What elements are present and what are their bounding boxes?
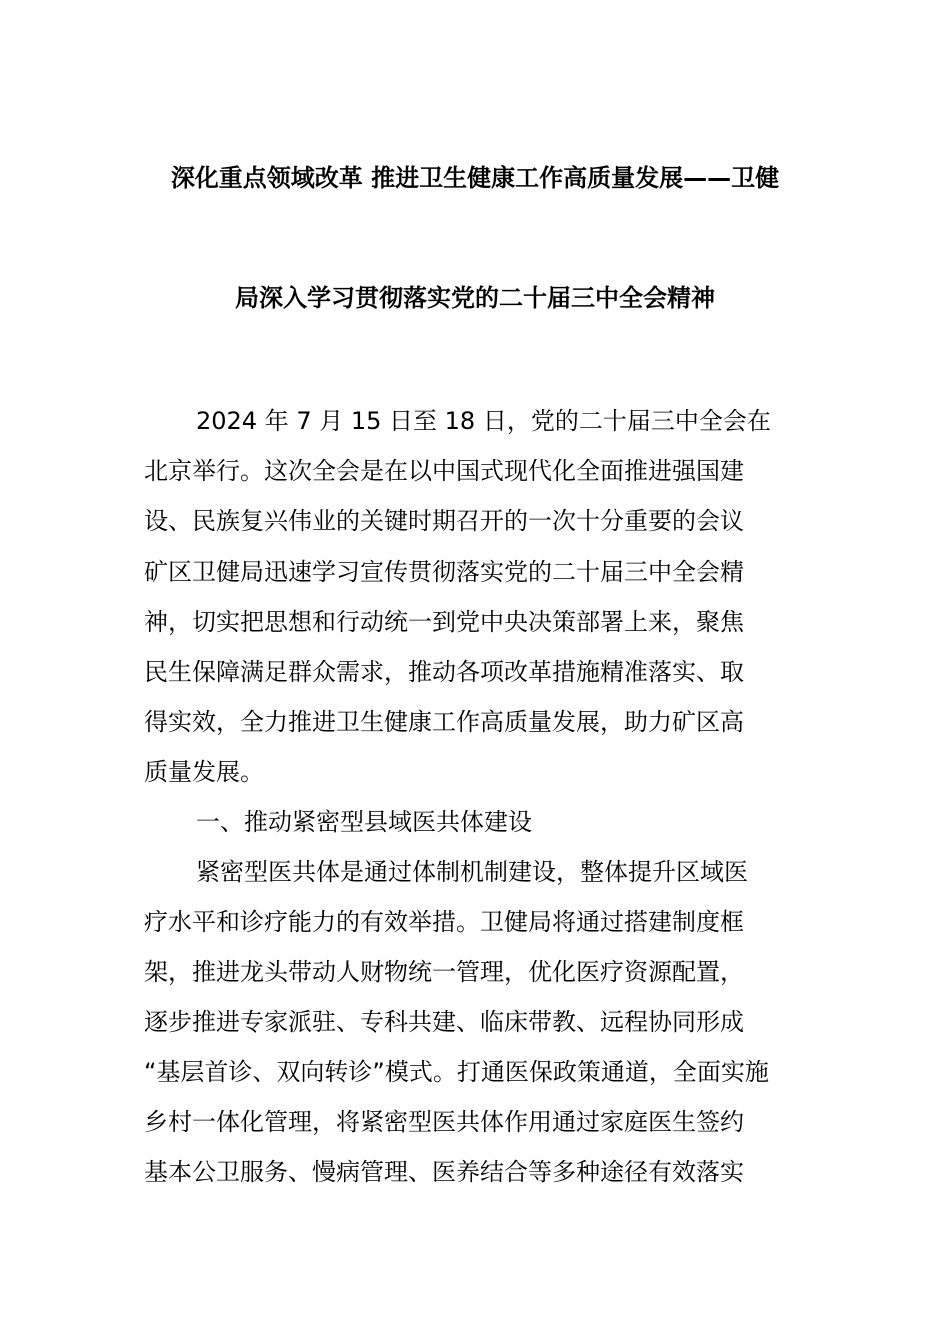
paragraph-line: 逐步推进专家派驻、专科共建、临床带教、远程协同形成 — [144, 1008, 744, 1036]
document-title-line-1: 深化重点领域改革 推进卫生健康工作高质量发展——卫健 — [170, 164, 780, 192]
paragraph-line: 疗水平和诊疗能力的有效举措。卫健局将通过搭建制度框 — [144, 908, 744, 936]
paragraph-line: 质量发展。 — [144, 758, 264, 786]
paragraph-line: 2024 年 7 月 15 日至 18 日，党的二十届三中全会在 — [196, 407, 771, 435]
paragraph-line: 紧密型医共体是通过体制机制建设，整体提升区域医 — [196, 858, 748, 886]
paragraph-line: 民生保障满足群众需求，推动各项改革措施精准落实、取 — [144, 658, 744, 686]
paragraph-line: 基本公卫服务、慢病管理、医养结合等多种途径有效落实 — [144, 1158, 744, 1186]
paragraph-line: 神，切实把思想和行动统一到党中央决策部署上来，聚焦 — [144, 608, 744, 636]
section-heading: 一、推动紧密型县域医共体建设 — [196, 808, 532, 836]
paragraph-line: 设、民族复兴伟业的关键时期召开的一次十分重要的会议 — [144, 507, 744, 535]
paragraph-line: 乡村一体化管理，将紧密型医共体作用通过家庭医生签约 — [144, 1108, 744, 1136]
paragraph-line: 北京举行。这次全会是在以中国式现代化全面推进强国建 — [144, 457, 744, 485]
paragraph-line: 架，推进龙头带动人财物统一管理，优化医疗资源配置， — [144, 958, 744, 986]
paragraph-line: 得实效，全力推进卫生健康工作高质量发展，助力矿区高 — [144, 708, 744, 736]
document-title-line-2: 局深入学习贯彻落实党的二十届三中全会精神 — [235, 284, 715, 312]
paragraph-line: “基层首诊、双向转诊”模式。打通医保政策通道，全面实施 — [144, 1058, 769, 1086]
paragraph-line: 矿区卫健局迅速学习宣传贯彻落实党的二十届三中全会精 — [144, 558, 744, 586]
